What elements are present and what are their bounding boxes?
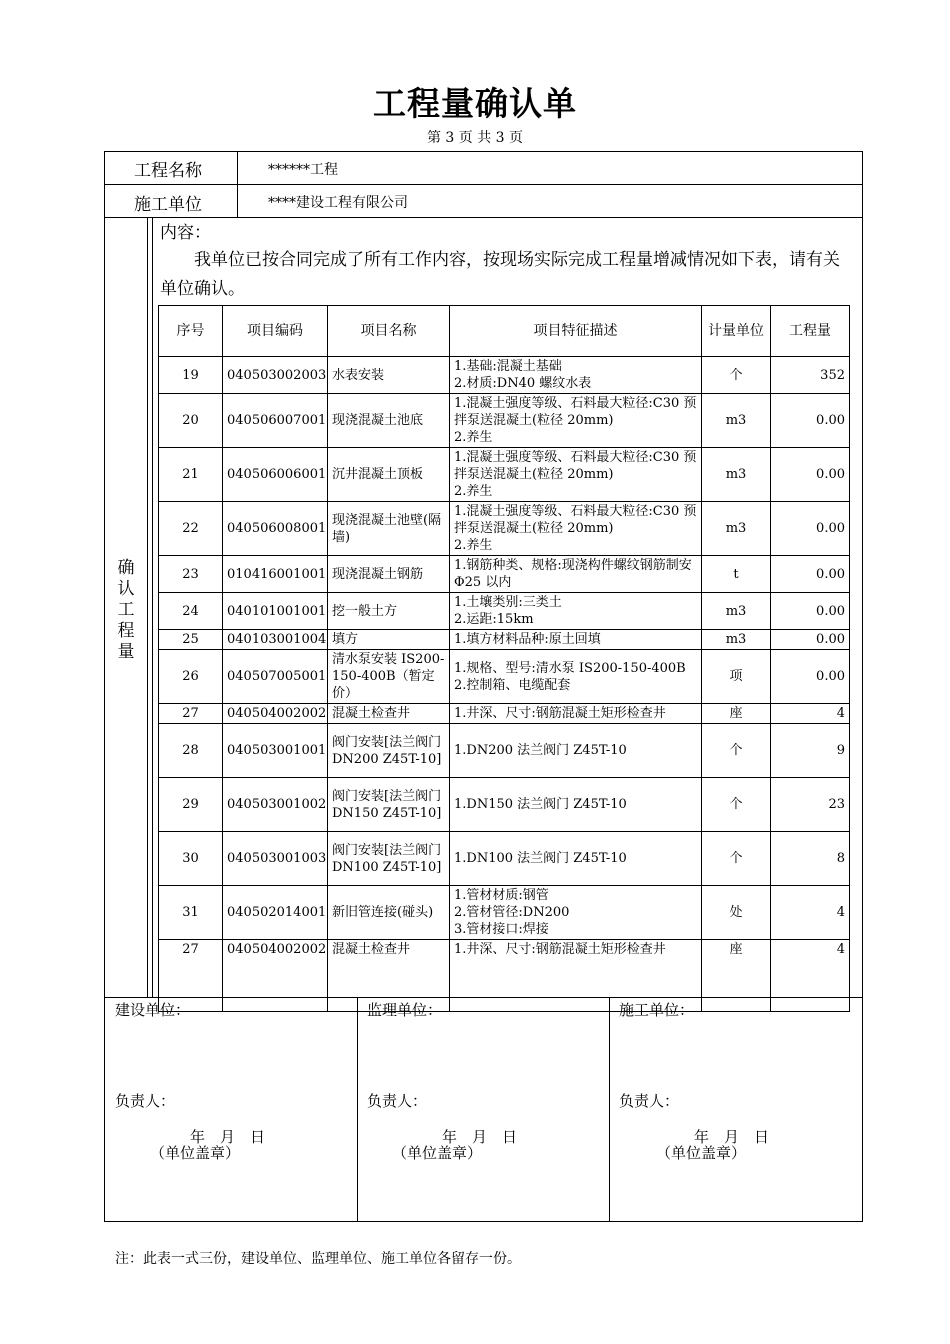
item-code: 040503001002 <box>223 778 328 832</box>
item-description: 1.钢筋种类、规格:现浇构件螺纹钢筋制安 Φ25 以内 <box>450 556 702 593</box>
supervisor-unit-label: 监理单位： <box>367 1001 443 1019</box>
quantity: 0.00 <box>771 394 850 448</box>
measure-unit: m3 <box>702 394 771 448</box>
table-row <box>159 502 850 556</box>
row-number: 26 <box>159 650 223 704</box>
owner-seal: （单位盖章） <box>150 1144 241 1162</box>
item-name: 现浇混凝土池底 <box>328 394 450 448</box>
side-char: 确 <box>117 558 135 578</box>
item-name: 阀门安装[法兰阀门 DN100 Z45T-10] <box>328 832 450 886</box>
row-number: 23 <box>159 556 223 593</box>
quantity: 0.00 <box>771 650 850 704</box>
item-description: 1.土壤类别:三类土 2.运距:15km <box>450 593 702 630</box>
item-description: 1.规格、型号:清水泵 IS200-150-400B 2.控制箱、电缆配套 <box>450 650 702 704</box>
row-number: 27 <box>159 940 223 1012</box>
quantity: 352 <box>771 357 850 394</box>
quantity: 0.00 <box>771 502 850 556</box>
quantity: 4 <box>771 886 850 940</box>
quantity: 0.00 <box>771 630 850 650</box>
content-paragraph: 我单位已按合同完成了所有工作内容，按现场实际完成工程量增减情况如下表，请有关单位确认。 <box>160 250 840 299</box>
measure-unit: 个 <box>702 357 771 394</box>
table-header-row <box>159 306 850 357</box>
row-number: 28 <box>159 724 223 778</box>
item-name: 沉井混凝土顶板 <box>328 448 450 502</box>
measure-unit: 个 <box>702 724 771 778</box>
item-name: 挖一般土方 <box>328 593 450 630</box>
measure-unit: m3 <box>702 502 771 556</box>
item-code: 040101001001 <box>223 593 328 630</box>
quantity: 23 <box>771 778 850 832</box>
divider <box>147 217 148 998</box>
quantity: 8 <box>771 832 850 886</box>
page-title: 工程量确认单 <box>373 84 577 123</box>
item-description: 1.基础:混凝土基础 2.材质:DN40 螺纹水表 <box>450 357 702 394</box>
owner-date: 年 月 日 <box>190 1128 266 1146</box>
row-number: 27 <box>159 704 223 724</box>
contractor-date: 年 月 日 <box>694 1128 770 1146</box>
table-row <box>159 832 850 886</box>
supervisor-date: 年 月 日 <box>442 1128 518 1146</box>
item-description: 1.管材材质:钢管 2.管材管径:DN200 3.管材接口:焊接 <box>450 886 702 940</box>
row-number: 29 <box>159 778 223 832</box>
table-row <box>159 556 850 593</box>
contractor-value: ****建设工程有限公司 <box>268 195 408 211</box>
quantities-table <box>158 305 850 1012</box>
item-name: 新旧管连接(碰头) <box>328 886 450 940</box>
row-number: 31 <box>159 886 223 940</box>
divider <box>104 217 863 218</box>
divider <box>357 997 358 1222</box>
table-row <box>159 886 850 940</box>
item-name: 现浇混凝土池壁(隔墙) <box>328 502 450 556</box>
table-row <box>159 630 850 650</box>
col-header: 序号 <box>159 306 223 357</box>
item-name: 清水泵安装 IS200-150-400B（暂定价） <box>328 650 450 704</box>
owner-person-label: 负责人： <box>115 1092 176 1110</box>
item-code: 040503001001 <box>223 724 328 778</box>
item-code: 010416001001 <box>223 556 328 593</box>
side-char: 认 <box>117 579 135 599</box>
quantity: 9 <box>771 724 850 778</box>
quantity: 0.00 <box>771 556 850 593</box>
measure-unit: 个 <box>702 832 771 886</box>
item-name: 阀门安装[法兰阀门 DN200 Z45T-10] <box>328 724 450 778</box>
item-code: 040502014001 <box>223 886 328 940</box>
quantity: 4 <box>771 940 850 1012</box>
supervisor-seal: （单位盖章） <box>392 1144 483 1162</box>
table-row <box>159 357 850 394</box>
table-row <box>159 724 850 778</box>
item-name: 阀门安装[法兰阀门 DN150 Z45T-10] <box>328 778 450 832</box>
row-number: 19 <box>159 357 223 394</box>
row-number: 24 <box>159 593 223 630</box>
row-number: 30 <box>159 832 223 886</box>
measure-unit: m3 <box>702 448 771 502</box>
item-description: 1.混凝土强度等级、石料最大粒径:C30 预拌泵送混凝土(粒径 20mm) 2.养生 <box>450 394 702 448</box>
project-name-label: 工程名称 <box>134 161 202 181</box>
item-name: 填方 <box>328 630 450 650</box>
side-char: 程 <box>117 621 135 641</box>
item-code: 040504002002 <box>223 704 328 724</box>
item-description: 1.DN150 法兰阀门 Z45T-10 <box>450 778 702 832</box>
col-header: 项目名称 <box>328 306 450 357</box>
row-number: 20 <box>159 394 223 448</box>
measure-unit: t <box>702 556 771 593</box>
contractor-unit-label: 施工单位： <box>619 1001 695 1019</box>
divider <box>237 151 238 217</box>
item-code: 040103001004 <box>223 630 328 650</box>
item-code: 040504002002 <box>223 940 328 1012</box>
item-code: 040506007001 <box>223 394 328 448</box>
table-row <box>159 593 850 630</box>
quantity: 0.00 <box>771 593 850 630</box>
item-description: 1.DN100 法兰阀门 Z45T-10 <box>450 832 702 886</box>
measure-unit: m3 <box>702 630 771 650</box>
footnote: 注：此表一式三份，建设单位、监理单位、施工单位各留存一份。 <box>115 1251 521 1267</box>
measure-unit: 座 <box>702 940 771 1012</box>
item-code: 040506008001 <box>223 502 328 556</box>
measure-unit: 处 <box>702 886 771 940</box>
col-header: 项目编码 <box>223 306 328 357</box>
contractor-seal: （单位盖章） <box>656 1144 747 1162</box>
measure-unit: 项 <box>702 650 771 704</box>
item-description: 1.DN200 法兰阀门 Z45T-10 <box>450 724 702 778</box>
table-row <box>159 650 850 704</box>
side-label <box>106 558 146 663</box>
quantity: 4 <box>771 704 850 724</box>
item-code: 040507005001 <box>223 650 328 704</box>
item-description: 1.井深、尺寸:钢筋混凝土矩形检查井 <box>450 704 702 724</box>
divider <box>152 217 153 998</box>
item-description: 1.填方材料品种:原土回填 <box>450 630 702 650</box>
divider <box>104 184 863 185</box>
side-char: 工 <box>117 600 135 620</box>
measure-unit: 座 <box>702 704 771 724</box>
supervisor-person-label: 负责人： <box>367 1092 428 1110</box>
measure-unit: m3 <box>702 593 771 630</box>
item-description: 1.井深、尺寸:钢筋混凝土矩形检查井 <box>450 940 702 1012</box>
quantity: 0.00 <box>771 448 850 502</box>
item-name: 混凝土检查井 <box>328 704 450 724</box>
divider <box>609 997 610 1222</box>
row-number: 21 <box>159 448 223 502</box>
table-row <box>159 704 850 724</box>
side-char: 量 <box>117 642 135 662</box>
owner-unit-label: 建设单位： <box>115 1001 191 1019</box>
item-code: 040506006001 <box>223 448 328 502</box>
contractor-person-label: 负责人： <box>619 1092 680 1110</box>
item-name: 水表安装 <box>328 357 450 394</box>
project-name-value: ******工程 <box>268 162 338 178</box>
item-description: 1.混凝土强度等级、石料最大粒径:C30 预拌泵送混凝土(粒径 20mm) 2.养生 <box>450 502 702 556</box>
item-code: 040503002003 <box>223 357 328 394</box>
contractor-label: 施工单位 <box>134 195 202 215</box>
item-code: 040503001003 <box>223 832 328 886</box>
item-description: 1.混凝土强度等级、石料最大粒径:C30 预拌泵送混凝土(粒径 20mm) 2.养生 <box>450 448 702 502</box>
content-heading: 内容： <box>160 223 211 243</box>
item-name: 混凝土检查井 <box>328 940 450 1012</box>
table-row <box>159 778 850 832</box>
table-row <box>159 448 850 502</box>
row-number: 22 <box>159 502 223 556</box>
measure-unit: 个 <box>702 778 771 832</box>
item-name: 现浇混凝土钢筋 <box>328 556 450 593</box>
page-number: 第 3 页 共 3 页 <box>426 130 524 146</box>
table-row <box>159 940 850 1012</box>
col-header: 计量单位 <box>702 306 771 357</box>
col-header: 工程量 <box>771 306 850 357</box>
row-number: 25 <box>159 630 223 650</box>
col-header: 项目特征描述 <box>450 306 702 357</box>
table-row <box>159 394 850 448</box>
